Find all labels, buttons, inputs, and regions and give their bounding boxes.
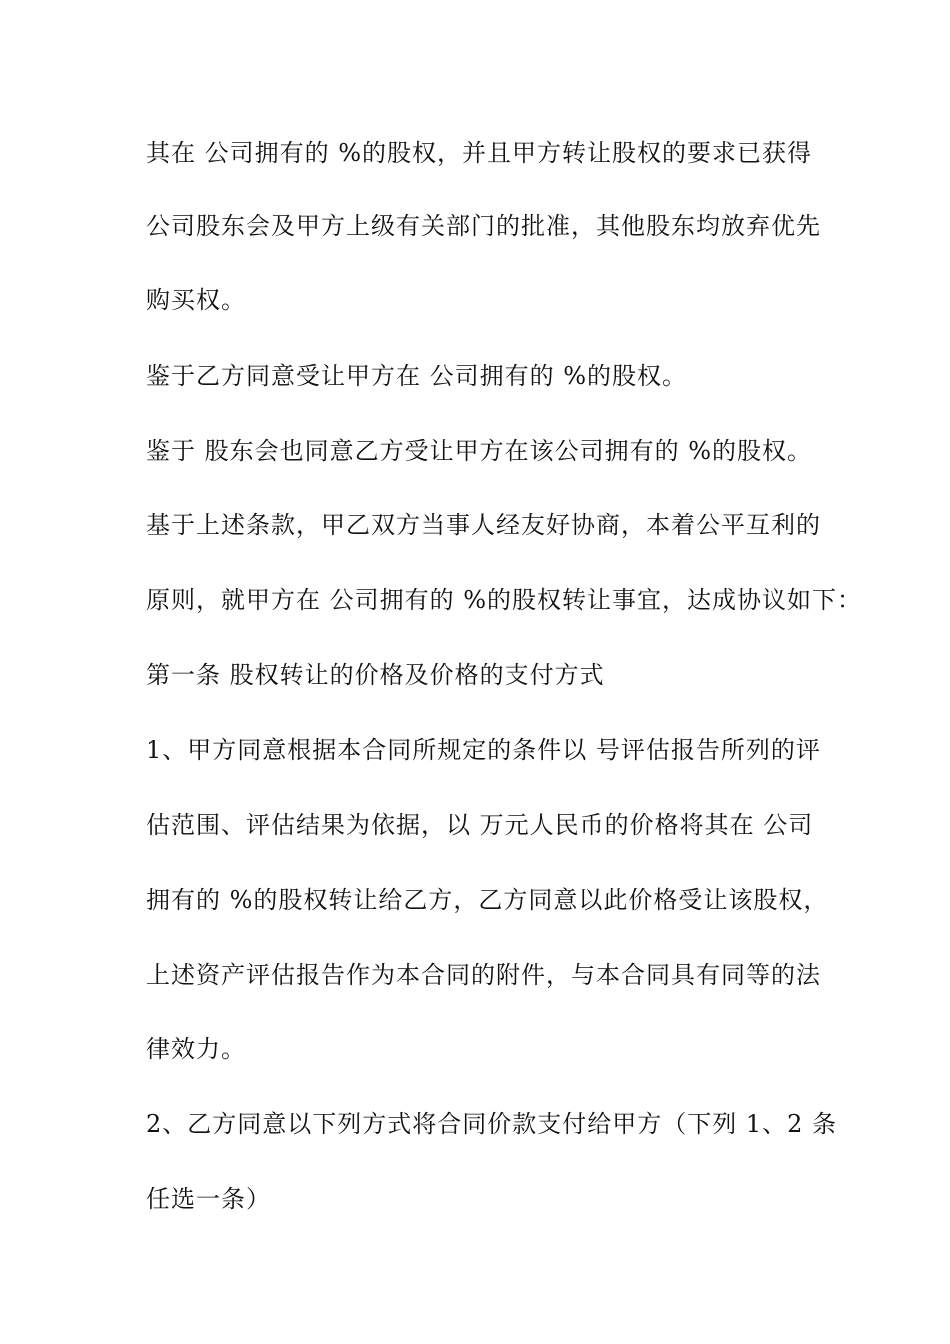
paragraph-line: 上述资产评估报告作为本合同的附件，与本合同具有同等的法 xyxy=(146,961,821,989)
paragraph-line: 任选一条） xyxy=(146,1185,271,1213)
paragraph-line: 基于上述条款，甲乙双方当事人经友好协商，本着公平互利的 xyxy=(146,511,821,539)
paragraph-line: 其在 公司拥有的 %的股权，并且甲方转让股权的要求已获得 xyxy=(146,139,813,167)
paragraph-line: 拥有的 %的股权转让给乙方，乙方同意以此价格受让该股权， xyxy=(146,886,829,914)
paragraph-line: 公司股东会及甲方上级有关部门的批准，其他股东均放弃优先 xyxy=(146,212,821,240)
paragraph-line: 鉴于乙方同意受让甲方在 公司拥有的 %的股权。 xyxy=(146,362,688,390)
paragraph-line: 鉴于 股东会也同意乙方受让甲方在该公司拥有的 %的股权。 xyxy=(146,437,813,465)
paragraph-line: 购买权。 xyxy=(146,286,246,314)
section-heading: 第一条 股权转让的价格及价格的支付方式 xyxy=(146,661,605,689)
paragraph-line: 2、乙方同意以下列方式将合同价款支付给甲方（下列 1、2 条 xyxy=(146,1110,838,1138)
paragraph-line: 估范围、评估结果为依据，以 万元人民币的价格将其在 公司 xyxy=(146,811,814,839)
paragraph-line: 律效力。 xyxy=(146,1035,246,1063)
paragraph-line: 原则，就甲方在 公司拥有的 %的股权转让事宜，达成协议如下： xyxy=(146,586,863,614)
paragraph-line: 1、甲方同意根据本合同所规定的条件以 号评估报告所列的评 xyxy=(146,736,821,764)
